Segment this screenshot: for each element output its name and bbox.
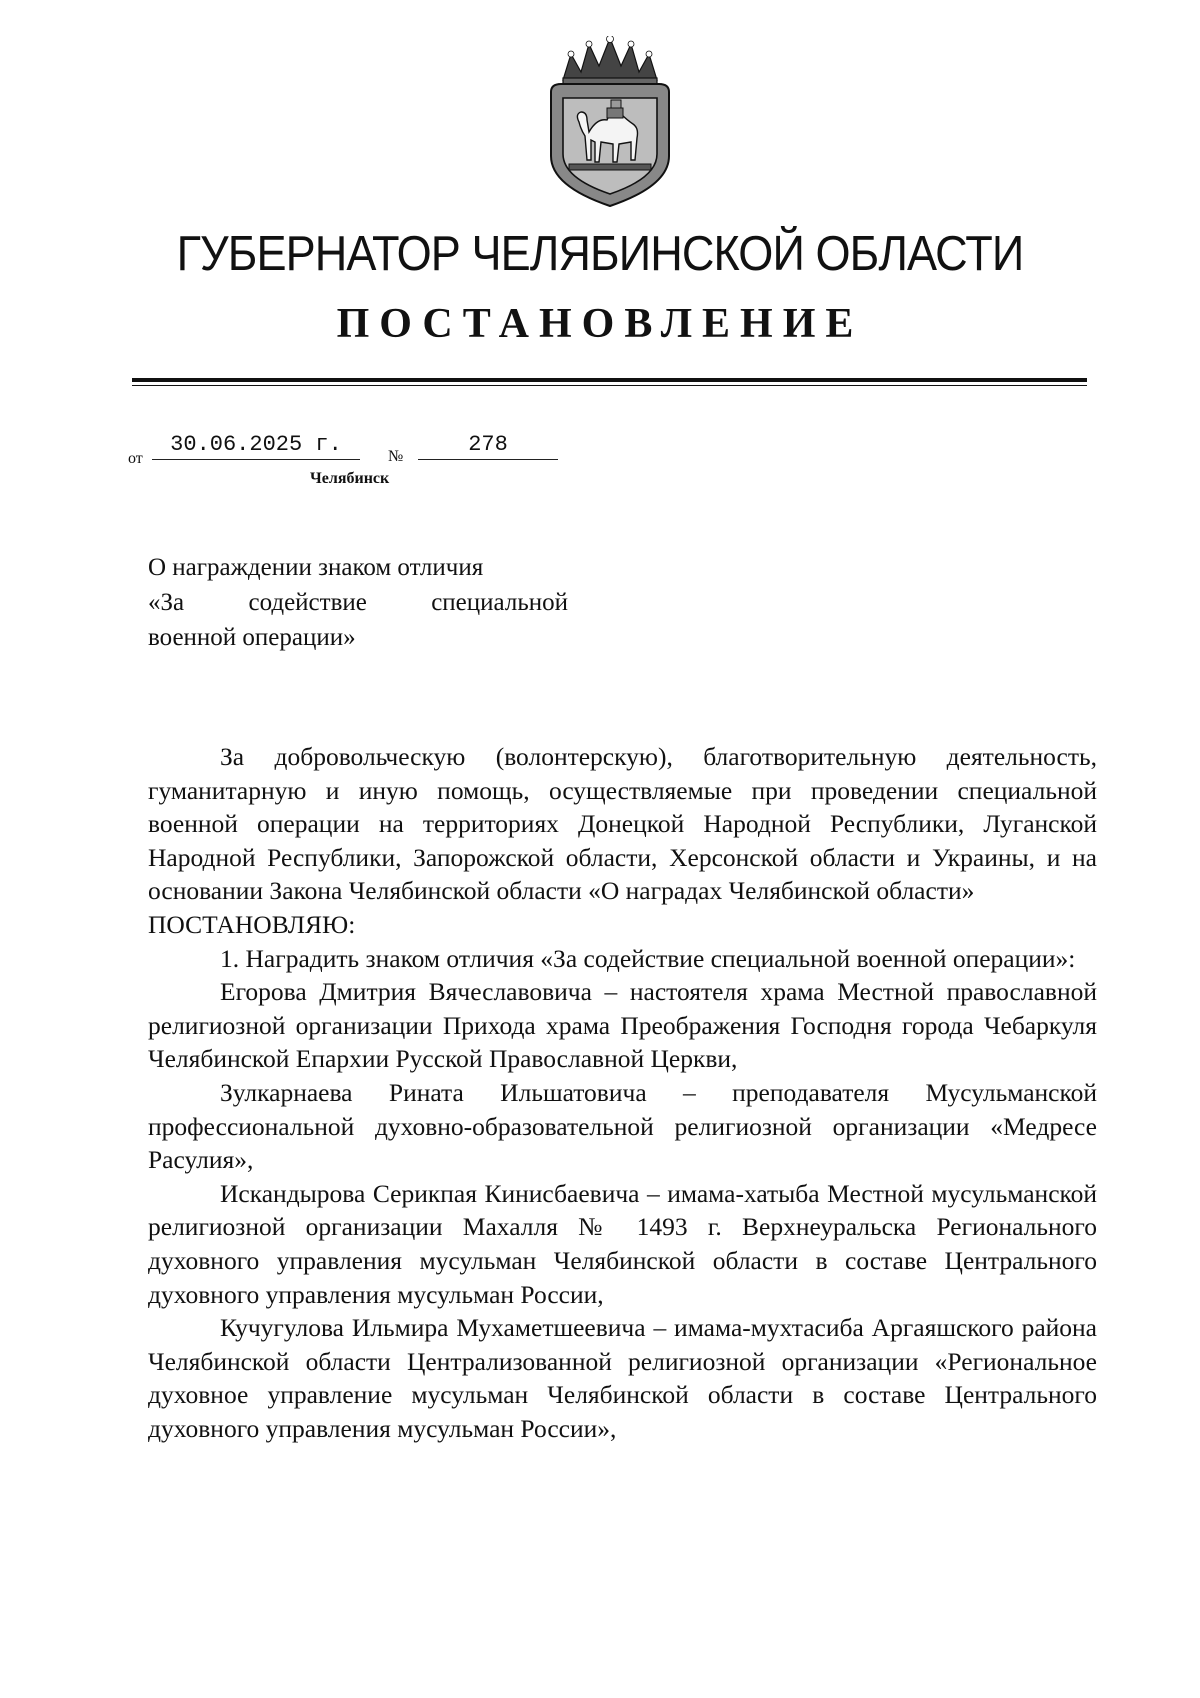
subject-line-1: О награждении знаком отличия	[148, 554, 484, 581]
date-number-line	[128, 432, 588, 472]
awardee-paragraph: Егорова Дмитрия Вячеславовича – настоятеля храма Местной православной религиозной организации Прихода храма Преображения Господня города Чебаркуля Челябинской Епархии Русской Православной Церкви,	[148, 977, 1097, 1074]
coat-of-arms-emblem	[541, 36, 679, 210]
document-body	[148, 740, 1097, 1445]
header-divider-thick	[132, 378, 1087, 382]
resolve-heading: ПОСТАНОВЛЯЮ:	[148, 909, 356, 939]
header-divider-thin	[132, 385, 1087, 386]
document-type-heading: ПОСТАНОВЛЕНИЕ	[336, 301, 864, 347]
subject-line-3: военной операции»	[148, 624, 356, 651]
issue-city: Челябинск	[310, 470, 390, 487]
awardee-paragraph: Зулкарнаева Рината Ильшатовича – преподавателя Мусульманской профессиональной духовно-образовательной религиозной организации «Медресе Расулия»,	[148, 1077, 1097, 1175]
awardee-paragraph: Искандырова Серикпая Кинисбаевича – имама-хатыба Местной мусульманской религиозной организации Махалля № 1493 г. Верхнеуральска Регионального духовного управления мусульман Челябинской области в составе Центрального духовного управления мусульман России,	[148, 1178, 1097, 1309]
subject-line-2: «За содействие специальной	[148, 589, 568, 616]
preamble-paragraph: За добровольческую (волонтерскую), благотворительную деятельность, гуманитарную и иную помощь, осуществляемые при проведении специальной военной операции на территориях Донецкой Народной Республики, Луганской Народной Республики, Запорожской области, Херсонской области и Украины, и на основании Закона Челябинской области «О наградах Челябинской области»	[148, 742, 1097, 906]
document-number: 278	[418, 432, 558, 460]
item-1-paragraph: 1. Наградить знаком отличия «За содействие специальной военной операции»:	[220, 943, 1076, 973]
awardee-paragraph: Кучугулова Ильмира Мухаметшеевича – имама-мухтасиба Аргаяшского района Челябинской области Централизованной религиозной организации «Региональное духовное управление мусульман Челябинской области в составе Центрального духовного управления мусульман России»,	[148, 1313, 1097, 1443]
document-date: 30.06.2025 г.	[152, 432, 360, 460]
from-label: от	[128, 450, 143, 467]
issuing-authority-title: ГУБЕРНАТОР ЧЕЛЯБИНСКОЙ ОБЛАСТИ	[176, 227, 1024, 281]
number-label: №	[388, 448, 404, 465]
document-subject	[148, 550, 568, 655]
